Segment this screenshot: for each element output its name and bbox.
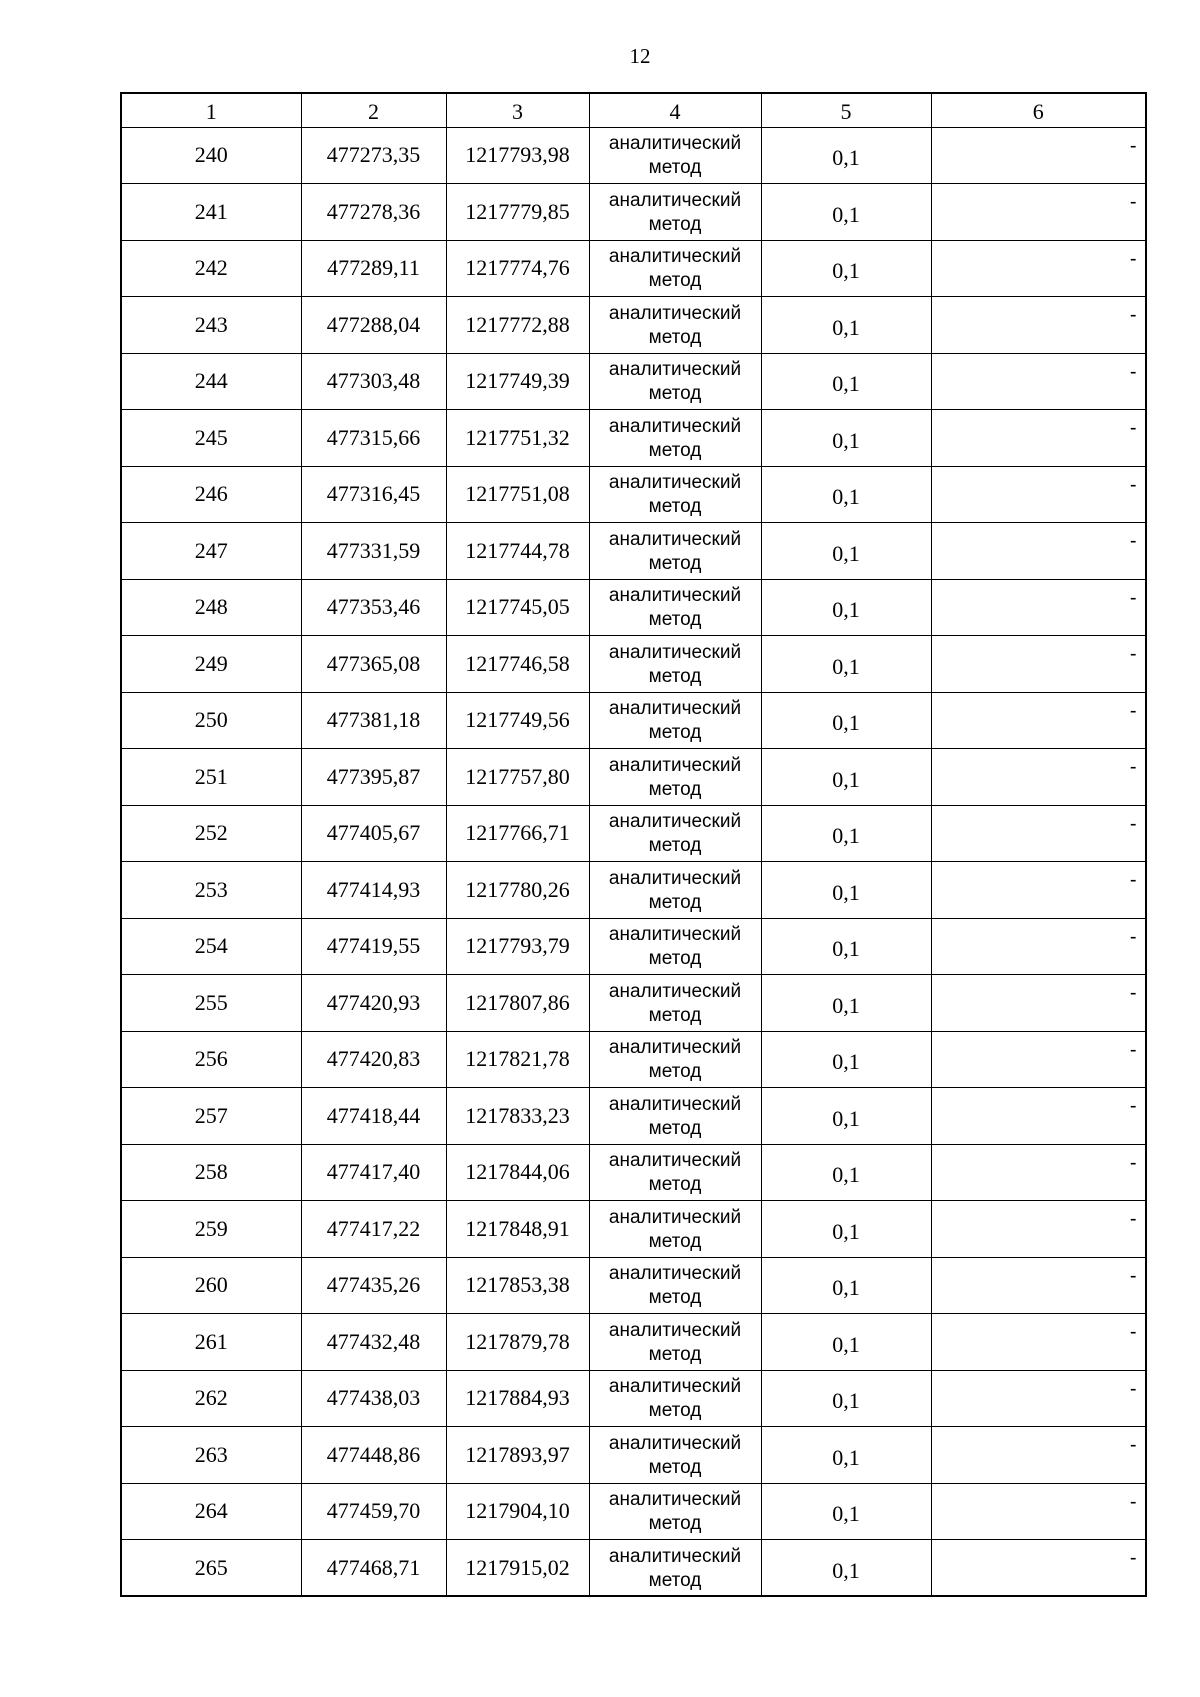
- cell-accuracy: 0,1: [761, 805, 931, 862]
- method-line-2: метод: [648, 609, 702, 631]
- method-line-1: аналитический: [608, 415, 742, 437]
- table-row: [121, 579, 1146, 636]
- cell-coordinate-y: 1217844,06: [446, 1144, 589, 1201]
- table-row: [121, 862, 1146, 919]
- cell-note: -: [931, 184, 1146, 241]
- cell-coordinate-y: 1217744,78: [446, 523, 589, 580]
- cell-coordinate-y: 1217793,79: [446, 918, 589, 975]
- cell-method: [589, 466, 761, 523]
- cell-note: -: [931, 1370, 1146, 1427]
- cell-accuracy: 0,1: [761, 1314, 931, 1371]
- cell-accuracy: 0,1: [761, 184, 931, 241]
- cell-point-number: 243: [121, 297, 301, 354]
- cell-note: -: [931, 749, 1146, 806]
- cell-note: -: [931, 127, 1146, 184]
- cell-method: [589, 240, 761, 297]
- cell-coordinate-y: 1217879,78: [446, 1314, 589, 1371]
- cell-coordinate-x: 477417,40: [301, 1144, 446, 1201]
- method-line-2: метод: [648, 552, 702, 574]
- cell-note: -: [931, 1201, 1146, 1258]
- cell-method: [589, 1031, 761, 1088]
- cell-coordinate-x: 477381,18: [301, 692, 446, 749]
- cell-point-number: 253: [121, 862, 301, 919]
- cell-coordinate-y: 1217779,85: [446, 184, 589, 241]
- cell-point-number: 256: [121, 1031, 301, 1088]
- cell-method: [589, 692, 761, 749]
- cell-point-number: 241: [121, 184, 301, 241]
- cell-coordinate-x: 477315,66: [301, 410, 446, 467]
- method-line-2: метод: [648, 1287, 702, 1309]
- cell-point-number: 242: [121, 240, 301, 297]
- cell-accuracy: 0,1: [761, 636, 931, 693]
- table-row: [121, 1144, 1146, 1201]
- cell-coordinate-x: 477365,08: [301, 636, 446, 693]
- cell-coordinate-y: 1217749,39: [446, 353, 589, 410]
- cell-method: [589, 353, 761, 410]
- cell-point-number: 246: [121, 466, 301, 523]
- method-line-1: аналитический: [608, 1263, 742, 1285]
- table-row: [121, 1427, 1146, 1484]
- cell-note: -: [931, 636, 1146, 693]
- cell-coordinate-y: 1217772,88: [446, 297, 589, 354]
- page-number: 12: [629, 44, 651, 68]
- cell-note: -: [931, 297, 1146, 354]
- cell-accuracy: 0,1: [761, 692, 931, 749]
- cell-accuracy: 0,1: [761, 1201, 931, 1258]
- cell-accuracy: 0,1: [761, 1257, 931, 1314]
- table-row: [121, 240, 1146, 297]
- method-line-2: метод: [648, 326, 702, 348]
- cell-point-number: 260: [121, 1257, 301, 1314]
- method-line-2: метод: [648, 778, 702, 800]
- cell-coordinate-x: 477395,87: [301, 749, 446, 806]
- cell-coordinate-x: 477438,03: [301, 1370, 446, 1427]
- cell-accuracy: 0,1: [761, 1088, 931, 1145]
- cell-note: -: [931, 353, 1146, 410]
- cell-coordinate-y: 1217884,93: [446, 1370, 589, 1427]
- cell-coordinate-x: 477289,11: [301, 240, 446, 297]
- table-row: [121, 975, 1146, 1032]
- cell-method: [589, 805, 761, 862]
- cell-coordinate-y: 1217749,56: [446, 692, 589, 749]
- method-line-2: метод: [648, 270, 702, 292]
- cell-coordinate-y: 1217893,97: [446, 1427, 589, 1484]
- table-row: [121, 184, 1146, 241]
- cell-coordinate-y: 1217821,78: [446, 1031, 589, 1088]
- cell-note: -: [931, 975, 1146, 1032]
- cell-coordinate-x: 477420,93: [301, 975, 446, 1032]
- cell-point-number: 245: [121, 410, 301, 467]
- table-row: [121, 127, 1146, 184]
- header-cell-5: 5: [761, 93, 931, 127]
- cell-coordinate-y: 1217848,91: [446, 1201, 589, 1258]
- method-line-1: аналитический: [608, 1432, 742, 1454]
- method-line-1: аналитический: [608, 189, 742, 211]
- cell-coordinate-y: 1217807,86: [446, 975, 589, 1032]
- method-line-1: аналитический: [608, 1206, 742, 1228]
- method-line-2: метод: [648, 1117, 702, 1139]
- cell-accuracy: 0,1: [761, 975, 931, 1032]
- cell-point-number: 263: [121, 1427, 301, 1484]
- table-row: [121, 1257, 1146, 1314]
- cell-method: [589, 297, 761, 354]
- cell-accuracy: 0,1: [761, 1144, 931, 1201]
- method-line-2: метод: [648, 1456, 702, 1478]
- header-cell-6: 6: [931, 93, 1146, 127]
- cell-accuracy: 0,1: [761, 353, 931, 410]
- cell-coordinate-x: 477459,70: [301, 1483, 446, 1540]
- cell-coordinate-x: 477418,44: [301, 1088, 446, 1145]
- cell-coordinate-x: 477331,59: [301, 523, 446, 580]
- table-row: [121, 918, 1146, 975]
- cell-accuracy: 0,1: [761, 862, 931, 919]
- table-row: [121, 1540, 1146, 1597]
- method-line-2: метод: [648, 1569, 702, 1591]
- header-cell-2: 2: [301, 93, 446, 127]
- cell-point-number: 254: [121, 918, 301, 975]
- cell-method: [589, 579, 761, 636]
- cell-note: -: [931, 1144, 1146, 1201]
- table-row: [121, 466, 1146, 523]
- cell-method: [589, 1088, 761, 1145]
- method-line-1: аналитический: [608, 1545, 742, 1567]
- method-line-1: аналитический: [608, 980, 742, 1002]
- cell-method: [589, 1201, 761, 1258]
- cell-note: -: [931, 240, 1146, 297]
- cell-point-number: 258: [121, 1144, 301, 1201]
- table-header: [121, 93, 1146, 127]
- cell-note: -: [931, 1540, 1146, 1597]
- cell-accuracy: 0,1: [761, 297, 931, 354]
- cell-coordinate-x: 477468,71: [301, 1540, 446, 1597]
- cell-point-number: 252: [121, 805, 301, 862]
- method-line-1: аналитический: [608, 1376, 742, 1398]
- cell-method: [589, 523, 761, 580]
- cell-coordinate-y: 1217780,26: [446, 862, 589, 919]
- method-line-2: метод: [648, 496, 702, 518]
- method-line-2: метод: [648, 383, 702, 405]
- cell-coordinate-y: 1217751,08: [446, 466, 589, 523]
- header-cell-1: 1: [121, 93, 301, 127]
- method-line-2: метод: [648, 1061, 702, 1083]
- cell-method: [589, 862, 761, 919]
- cell-method: [589, 1427, 761, 1484]
- method-line-2: метод: [648, 1004, 702, 1026]
- method-line-2: метод: [648, 665, 702, 687]
- table-body: [121, 127, 1146, 1596]
- method-line-1: аналитический: [608, 1093, 742, 1115]
- cell-coordinate-x: 477419,55: [301, 918, 446, 975]
- cell-note: -: [931, 523, 1146, 580]
- cell-note: -: [931, 579, 1146, 636]
- cell-method: [589, 1370, 761, 1427]
- cell-coordinate-x: 477414,93: [301, 862, 446, 919]
- method-line-1: аналитический: [608, 1150, 742, 1172]
- method-line-1: аналитический: [608, 302, 742, 324]
- method-line-1: аналитический: [608, 585, 742, 607]
- cell-accuracy: 0,1: [761, 410, 931, 467]
- cell-coordinate-y: 1217751,32: [446, 410, 589, 467]
- table-row: [121, 1483, 1146, 1540]
- cell-accuracy: 0,1: [761, 127, 931, 184]
- cell-coordinate-y: 1217774,76: [446, 240, 589, 297]
- header-row: [121, 93, 1146, 127]
- method-line-1: аналитический: [608, 246, 742, 268]
- table-row: [121, 1088, 1146, 1145]
- cell-method: [589, 749, 761, 806]
- cell-coordinate-x: 477278,36: [301, 184, 446, 241]
- cell-point-number: 265: [121, 1540, 301, 1597]
- cell-note: -: [931, 918, 1146, 975]
- cell-method: [589, 1257, 761, 1314]
- method-line-2: метод: [648, 948, 702, 970]
- table-row: [121, 1031, 1146, 1088]
- cell-point-number: 251: [121, 749, 301, 806]
- table-row: [121, 410, 1146, 467]
- cell-coordinate-y: 1217915,02: [446, 1540, 589, 1597]
- method-line-1: аналитический: [608, 133, 742, 155]
- cell-method: [589, 636, 761, 693]
- cell-note: -: [931, 1031, 1146, 1088]
- method-line-1: аналитический: [608, 472, 742, 494]
- cell-point-number: 261: [121, 1314, 301, 1371]
- table-row: [121, 523, 1146, 580]
- method-line-1: аналитический: [608, 811, 742, 833]
- cell-point-number: 248: [121, 579, 301, 636]
- header-cell-3: 3: [446, 93, 589, 127]
- cell-point-number: 264: [121, 1483, 301, 1540]
- cell-method: [589, 1540, 761, 1597]
- cell-point-number: 262: [121, 1370, 301, 1427]
- cell-note: -: [931, 1257, 1146, 1314]
- cell-method: [589, 127, 761, 184]
- cell-point-number: 247: [121, 523, 301, 580]
- method-line-2: метод: [648, 1513, 702, 1535]
- cell-accuracy: 0,1: [761, 749, 931, 806]
- cell-method: [589, 1314, 761, 1371]
- cell-note: -: [931, 1427, 1146, 1484]
- table-row: [121, 1201, 1146, 1258]
- cell-coordinate-y: 1217766,71: [446, 805, 589, 862]
- cell-point-number: 259: [121, 1201, 301, 1258]
- cell-coordinate-y: 1217833,23: [446, 1088, 589, 1145]
- table-row: [121, 805, 1146, 862]
- method-line-2: метод: [648, 835, 702, 857]
- cell-accuracy: 0,1: [761, 240, 931, 297]
- table-row: [121, 636, 1146, 693]
- cell-method: [589, 1144, 761, 1201]
- cell-coordinate-y: 1217745,05: [446, 579, 589, 636]
- cell-note: -: [931, 1483, 1146, 1540]
- method-line-1: аналитический: [608, 924, 742, 946]
- cell-note: -: [931, 862, 1146, 919]
- cell-coordinate-x: 477448,86: [301, 1427, 446, 1484]
- cell-coordinate-x: 477273,35: [301, 127, 446, 184]
- cell-coordinate-x: 477353,46: [301, 579, 446, 636]
- cell-accuracy: 0,1: [761, 579, 931, 636]
- coordinates-table: [120, 92, 1147, 1597]
- cell-coordinate-y: 1217746,58: [446, 636, 589, 693]
- cell-coordinate-x: 477405,67: [301, 805, 446, 862]
- method-line-1: аналитический: [608, 1037, 742, 1059]
- cell-accuracy: 0,1: [761, 918, 931, 975]
- cell-note: -: [931, 410, 1146, 467]
- table-row: [121, 749, 1146, 806]
- cell-accuracy: 0,1: [761, 1540, 931, 1597]
- table-row: [121, 692, 1146, 749]
- method-line-2: метод: [648, 439, 702, 461]
- cell-method: [589, 975, 761, 1032]
- cell-coordinate-x: 477420,83: [301, 1031, 446, 1088]
- cell-method: [589, 918, 761, 975]
- cell-accuracy: 0,1: [761, 466, 931, 523]
- cell-coordinate-x: 477417,22: [301, 1201, 446, 1258]
- table-row: [121, 297, 1146, 354]
- cell-note: -: [931, 1314, 1146, 1371]
- cell-point-number: 255: [121, 975, 301, 1032]
- cell-note: -: [931, 466, 1146, 523]
- method-line-2: метод: [648, 891, 702, 913]
- method-line-1: аналитический: [608, 867, 742, 889]
- cell-coordinate-x: 477435,26: [301, 1257, 446, 1314]
- cell-accuracy: 0,1: [761, 1427, 931, 1484]
- method-line-1: аналитический: [608, 359, 742, 381]
- method-line-2: метод: [648, 1230, 702, 1252]
- cell-method: [589, 1483, 761, 1540]
- cell-coordinate-y: 1217757,80: [446, 749, 589, 806]
- method-line-1: аналитический: [608, 1489, 742, 1511]
- cell-note: -: [931, 805, 1146, 862]
- cell-accuracy: 0,1: [761, 1483, 931, 1540]
- cell-accuracy: 0,1: [761, 523, 931, 580]
- cell-note: -: [931, 692, 1146, 749]
- table-row: [121, 1370, 1146, 1427]
- cell-coordinate-y: 1217853,38: [446, 1257, 589, 1314]
- cell-point-number: 257: [121, 1088, 301, 1145]
- cell-point-number: 250: [121, 692, 301, 749]
- table-row: [121, 353, 1146, 410]
- cell-point-number: 240: [121, 127, 301, 184]
- cell-method: [589, 184, 761, 241]
- method-line-2: метод: [648, 722, 702, 744]
- header-cell-4: 4: [589, 93, 761, 127]
- cell-point-number: 249: [121, 636, 301, 693]
- method-line-1: аналитический: [608, 698, 742, 720]
- method-line-1: аналитический: [608, 754, 742, 776]
- method-line-1: аналитический: [608, 1319, 742, 1341]
- method-line-2: метод: [648, 157, 702, 179]
- cell-method: [589, 410, 761, 467]
- cell-accuracy: 0,1: [761, 1031, 931, 1088]
- method-line-1: аналитический: [608, 528, 742, 550]
- table-row: [121, 1314, 1146, 1371]
- method-line-2: метод: [648, 213, 702, 235]
- method-line-1: аналитический: [608, 641, 742, 663]
- cell-coordinate-x: 477432,48: [301, 1314, 446, 1371]
- method-line-2: метод: [648, 1400, 702, 1422]
- cell-note: -: [931, 1088, 1146, 1145]
- cell-point-number: 244: [121, 353, 301, 410]
- cell-coordinate-x: 477288,04: [301, 297, 446, 354]
- method-line-2: метод: [648, 1174, 702, 1196]
- cell-coordinate-x: 477316,45: [301, 466, 446, 523]
- cell-accuracy: 0,1: [761, 1370, 931, 1427]
- cell-coordinate-y: 1217904,10: [446, 1483, 589, 1540]
- cell-coordinate-y: 1217793,98: [446, 127, 589, 184]
- cell-coordinate-x: 477303,48: [301, 353, 446, 410]
- method-line-2: метод: [648, 1343, 702, 1365]
